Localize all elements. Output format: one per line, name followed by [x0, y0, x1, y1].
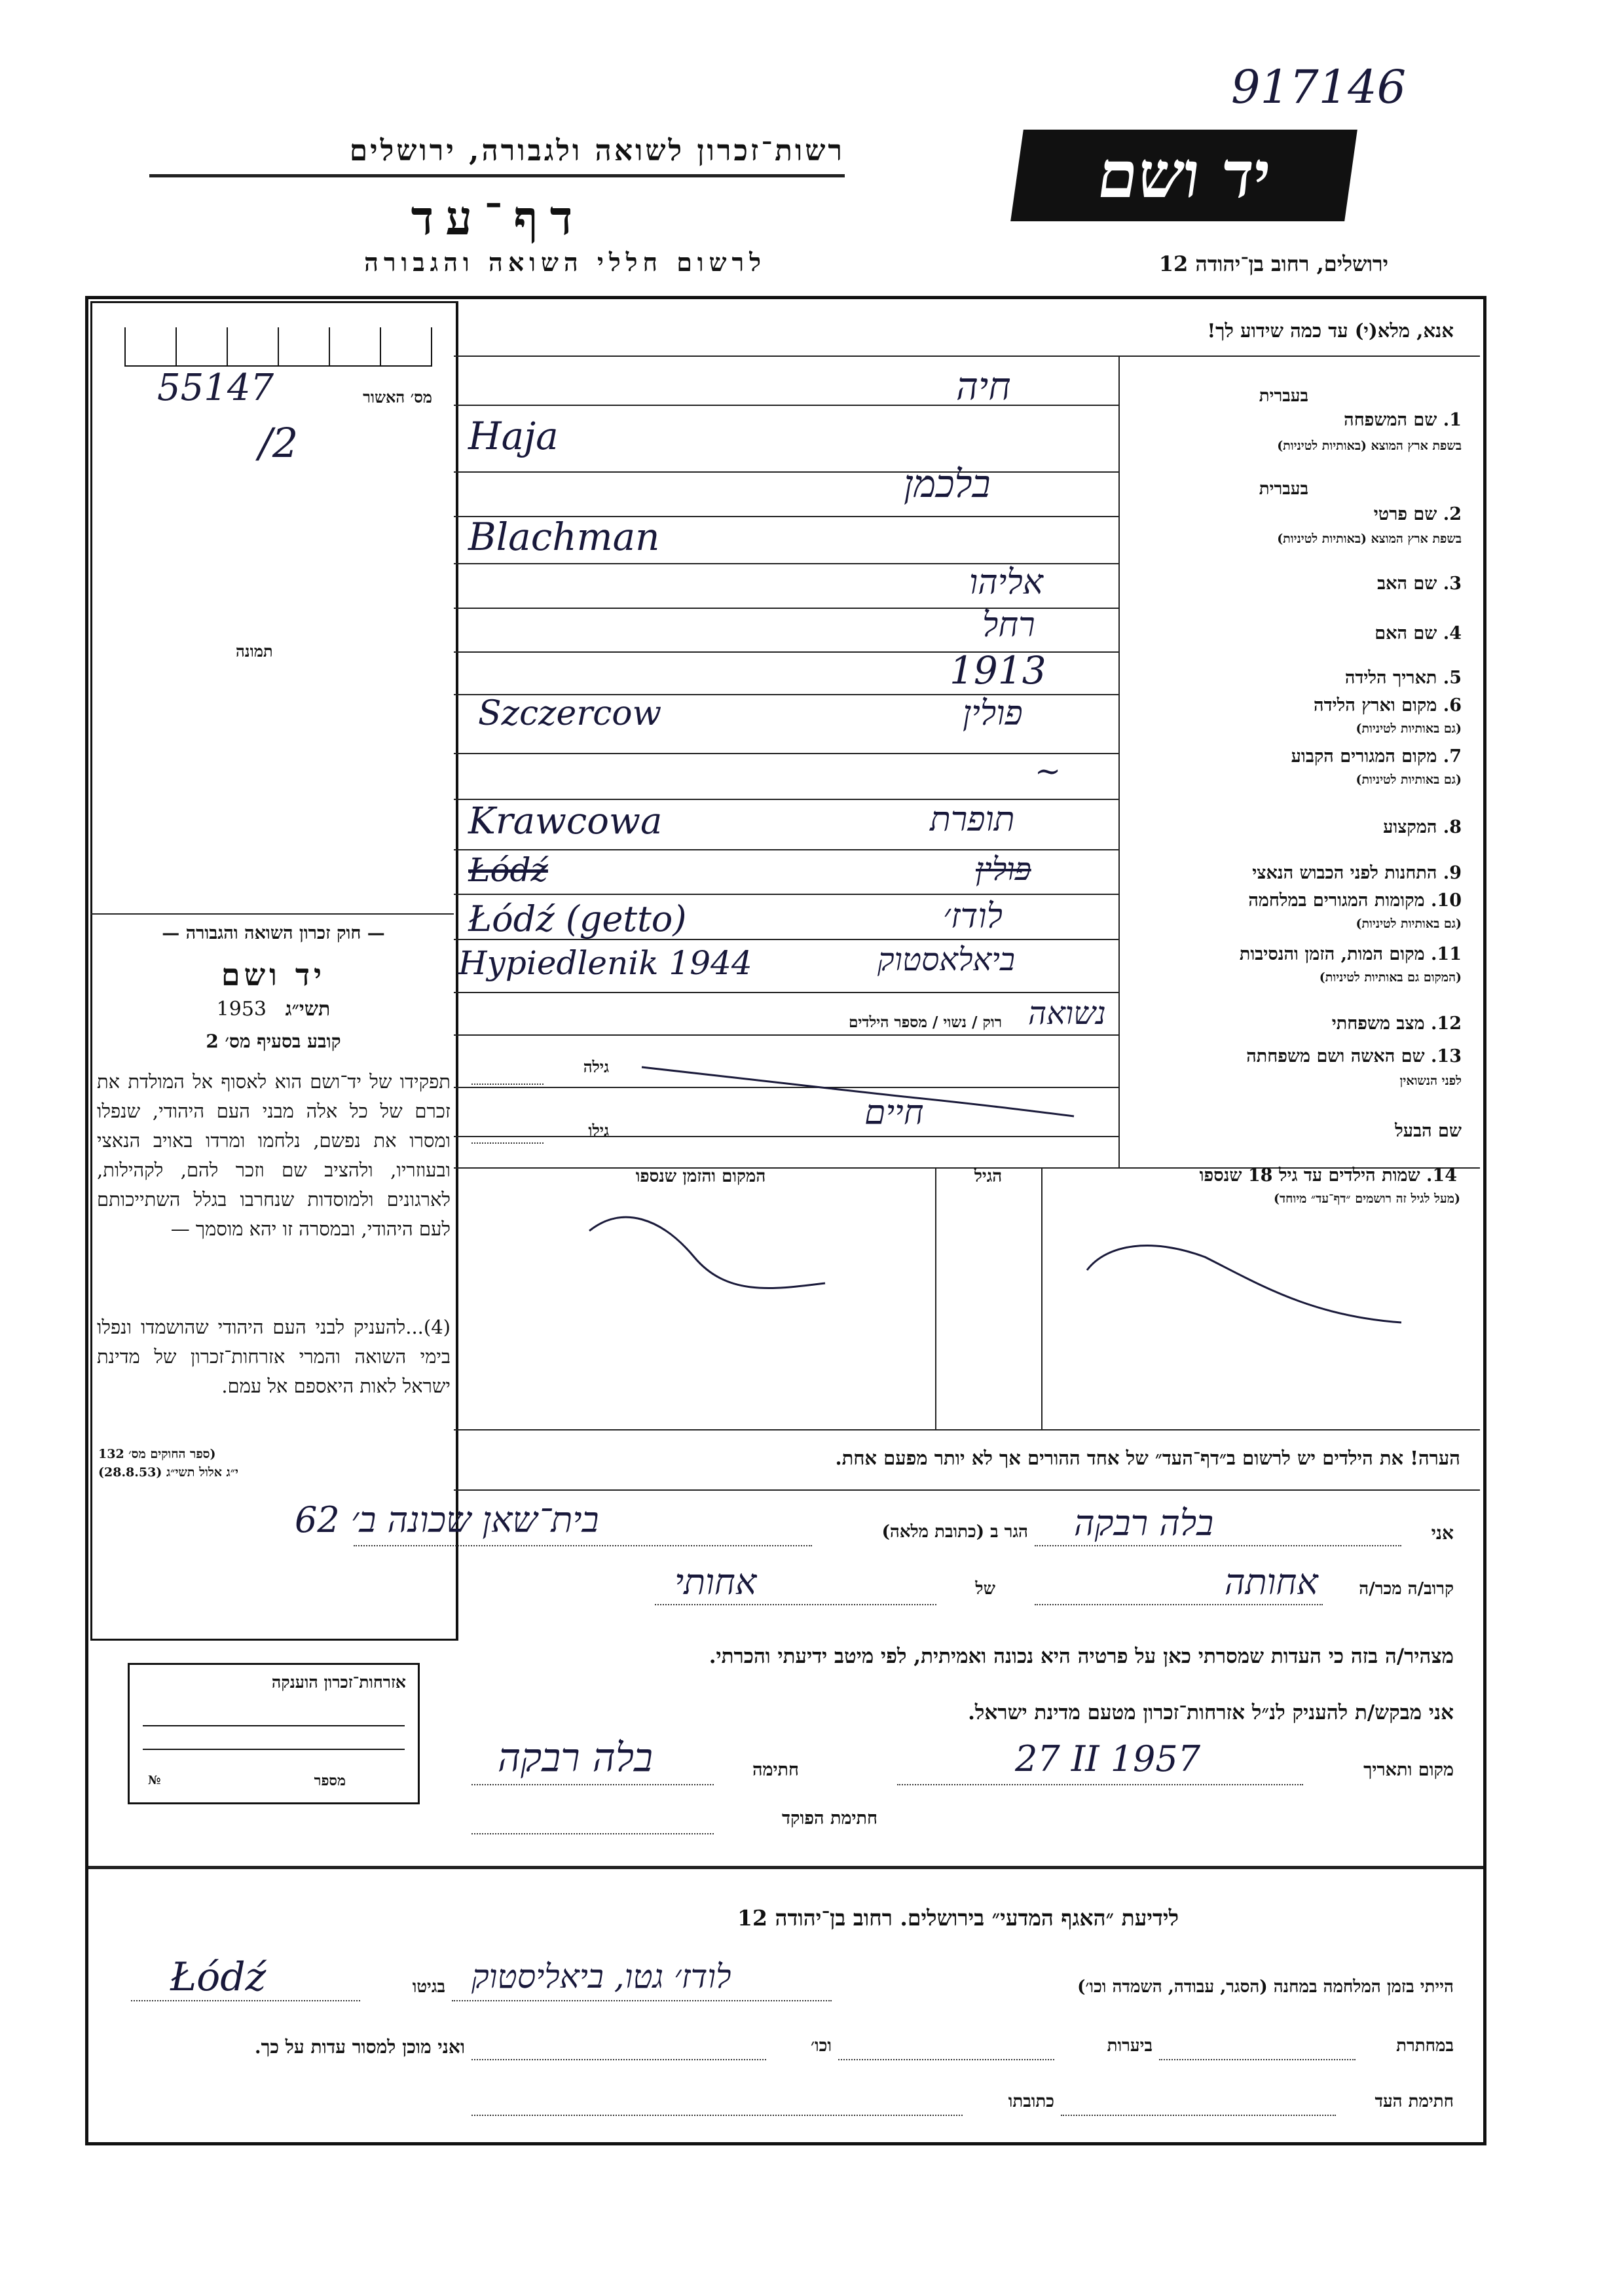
- row-rule: [454, 1034, 1118, 1036]
- law-year-hebrew: תשי״ג: [285, 998, 331, 1021]
- intro-rule: [454, 355, 1480, 357]
- of-label: של: [975, 1579, 995, 1599]
- footer-address-label: כתובתו: [1008, 2092, 1054, 2111]
- footer-rule: [88, 1866, 1483, 1869]
- law-year: 1953: [216, 998, 267, 1021]
- marital-options: רוק / נשוי / מספר הילדים: [849, 1013, 1002, 1031]
- authority-line: רשות־זכרון לשואה ולגבורה, ירושלים: [349, 134, 845, 168]
- signature-label: חתימה: [752, 1760, 799, 1780]
- declarant-i-label: אני: [1431, 1522, 1454, 1544]
- intro-text: אנא, מלא(י) עד כמה שידוע לך!: [1207, 319, 1454, 342]
- field-12-value: נשואה: [1028, 995, 1106, 1032]
- place-date-label: מקום ותאריך: [1363, 1760, 1454, 1780]
- declarant-name: בלה רבקה: [1074, 1503, 1214, 1544]
- declarant-address: בית־שאן שכונה ב׳ 62: [295, 1499, 599, 1540]
- husband-value: חיים: [864, 1093, 924, 1133]
- footer-ghetto-line: [131, 2000, 360, 2001]
- husband-age-label: גילו: [588, 1121, 609, 1140]
- law-note-1: (ספר החוקים מס׳ 132: [98, 1447, 216, 1461]
- field-13-scribble: [629, 1048, 1087, 1126]
- field-6-value: פולין: [963, 694, 1023, 733]
- field-1-sub: בשפת ארץ המוצא (באותיות לטיניות): [1277, 439, 1462, 453]
- field-6-label: 6. מקום וארץ הלידה: [1314, 695, 1462, 716]
- field-11-label: 11. מקום המות, הזמן והנסיבות: [1239, 944, 1462, 964]
- children-place-col: המקום והזמן שנספו: [635, 1167, 766, 1186]
- field-2-label: 2. שם פרטי: [1373, 504, 1462, 524]
- field-13-sub: לפני הנשואין: [1399, 1074, 1462, 1088]
- age-dotline: [471, 1142, 544, 1144]
- field-1-hebrew-value: חיה: [956, 364, 1011, 409]
- field-2-hebrew-value: בלכמן: [904, 462, 991, 506]
- field-3-label: 3. שם האב: [1377, 574, 1462, 594]
- field-11-value: ביאלאסטוק: [877, 941, 1016, 978]
- footer-underground-line: [1159, 2059, 1356, 2060]
- footer-ready-label: ואני מוכן למסור עדות על כך.: [254, 2036, 465, 2058]
- request-text: אני מבקש/ת להעניק לנ״ל אזרחות־זכרון מטעם מדינת ישראל.: [968, 1701, 1454, 1724]
- declaration-text: מצהיר/ה בזה כי העדות שמסרתי כאן על פרטיה היא נכונה ואמיתית, לפי מיטב ידיעתי והכרתי.: [709, 1645, 1454, 1668]
- law-text: תפקידו של יד־ושם הוא לאסוף אל המולדת את זכרם של כל אלה מבני העם היהודי, שנפלו ומסרו את נפשם, נלחמו ומרדו באויב הנאצי ובעוזריו, ולהציב שם וזכר להם, לקהילות, לארגונים ולמוסדות שנחרבו בגלל השתייכותם לעם היהודי, ובמסרה זו יהא מוסמך —: [97, 1070, 451, 1240]
- field-5-value: 1913: [950, 648, 1046, 693]
- field-2-latin-value: Blachman: [468, 515, 660, 559]
- law-title: — חוק זכרון השואה והגבורה —: [162, 923, 385, 943]
- row-rule: [454, 405, 1118, 406]
- field-4-value: רחל: [982, 606, 1035, 645]
- field-13-label: 13. שם האשה ושם משפחתה: [1246, 1046, 1462, 1066]
- row-rule: [454, 471, 1118, 473]
- note-rule: [454, 1489, 1480, 1491]
- footer-witness-sig-label: חתימת העד: [1375, 2092, 1454, 2111]
- law-year-row: [98, 998, 449, 1021]
- footer-etc-label: וכו׳: [810, 2036, 832, 2056]
- footer-witness-sig-line: [1061, 2115, 1336, 2116]
- field-8-latin-value: Krawcowa: [468, 800, 663, 843]
- children-note: הערה! את הילדים יש לרשום ב״דף־העד״ של אחד ההורים אך לא יותר מפעם אחת.: [835, 1447, 1460, 1469]
- children-sub: (מעל לגיל זה רושמים ״דף־עד״ מיוחד): [1273, 1192, 1460, 1206]
- of-line: [655, 1604, 936, 1605]
- place-date-line: [897, 1784, 1303, 1785]
- declarant-resides-label: הגר ב (כתובת מלאה): [881, 1522, 1028, 1542]
- footer-forest-line: [838, 2059, 1054, 2060]
- field-12-label: 12. מצב משפחתי: [1331, 1013, 1462, 1034]
- footer-ghetto-label: בגיטו: [412, 1977, 445, 1997]
- officer-label: חתימת הפוקד: [782, 1808, 877, 1829]
- wife-age-label: גילה: [583, 1057, 609, 1076]
- field-9-value: פולין: [976, 851, 1031, 888]
- row-rule: [454, 992, 1118, 993]
- declarant-address-line: [354, 1545, 812, 1546]
- field-4-label: 4. שם האם: [1375, 623, 1462, 644]
- approval-label: מס׳ האשור: [363, 388, 432, 407]
- field-8-value: תופרת: [930, 800, 1015, 839]
- relation-label: קרוב/ה מכר/ה: [1359, 1579, 1454, 1599]
- husband-label: שם הבעל: [1395, 1121, 1462, 1141]
- children-place-scribble: [576, 1205, 838, 1316]
- law-note-2: י״ג אלול תשי״ג (28.8.53): [98, 1465, 238, 1480]
- field-3-value: אליהו: [969, 563, 1043, 602]
- law-clause: קובע בסעיף מס׳ 2: [206, 1030, 341, 1052]
- footer-underground-label: במחתרת: [1396, 2036, 1454, 2056]
- children-name-scribble: [1074, 1231, 1414, 1329]
- declarant-name-line: [1035, 1545, 1401, 1546]
- children-table-bottom: [454, 1429, 1480, 1430]
- field-10-latin-value: Łódź (getto): [468, 898, 687, 939]
- field-10-label: 10. מקומות המגורים במלחמה: [1248, 890, 1462, 911]
- law-box-rule: [90, 913, 454, 915]
- field-7-value: ~: [1035, 753, 1061, 790]
- hebrew-label-1: בעברית: [1259, 386, 1308, 406]
- address: ירושלים, רחוב בן־יהודה 12: [1158, 251, 1388, 276]
- form-title: דף־עד: [411, 190, 585, 246]
- signature-line: [471, 1784, 714, 1785]
- footer-ghetto-value: Łódź: [170, 1954, 267, 2000]
- field-8-label: 8. המקצוע: [1383, 817, 1462, 837]
- footer-title: לידיעת ״האגף המדעי״ בירושלים. רחוב בן־יהודה 12: [737, 1905, 1179, 1931]
- footer-etc-line: [471, 2059, 766, 2060]
- archive-number: 917146: [1231, 60, 1407, 114]
- yad-vashem-logo: יד ושם: [1010, 130, 1357, 221]
- citizenship-no: №: [148, 1774, 161, 1787]
- law-name: יד ושם: [221, 957, 326, 993]
- label-column-divider: [1118, 355, 1120, 1167]
- place-date-value: 27 II 1957: [1015, 1738, 1201, 1779]
- field-5-label: 5. תאריך הלידה: [1344, 668, 1462, 688]
- field-10-value: לודז׳: [943, 897, 1003, 936]
- header-rule: [149, 174, 845, 177]
- form-subtitle: לרשום חללי השואה והגבורה: [364, 247, 766, 277]
- children-label: 14. שמות הילדים עד גיל 18 שנספו: [1199, 1165, 1457, 1186]
- field-9-label: 9. התחנות לפני הכבוש הנאצי: [1252, 863, 1462, 883]
- citizenship-number-label: מספר: [314, 1772, 346, 1789]
- row-rule: [454, 753, 1118, 754]
- photo-label: תמונה: [236, 642, 273, 661]
- citizenship-box: [128, 1663, 420, 1804]
- children-age-col: הגיל: [974, 1167, 1003, 1186]
- signature-value: בלה רבקה: [498, 1735, 653, 1781]
- of-value: אחותי: [674, 1561, 757, 1603]
- field-6-latin-value: Szczercow: [478, 694, 662, 733]
- field-7-label: 7. מקום המגורים הקבוע: [1291, 746, 1462, 767]
- field-1-label: 1. שם המשפחה: [1344, 410, 1462, 430]
- relation-value: אחותה: [1225, 1561, 1318, 1603]
- approval-suffix: /2: [259, 419, 299, 467]
- relation-line: [1035, 1604, 1323, 1605]
- field-9-latin-value: Łódź: [468, 851, 548, 889]
- hebrew-label-2: בעברית: [1259, 479, 1308, 499]
- field-6-sub: (גם באותיות לטיניות): [1356, 721, 1462, 736]
- footer-forest-label: ביערות: [1107, 2036, 1153, 2056]
- field-1-latin-value: Haja: [468, 414, 559, 458]
- children-col-divider: [1041, 1167, 1043, 1429]
- row-rule: [454, 849, 1118, 850]
- field-10-sub: (גם באותיות לטיניות): [1356, 917, 1462, 931]
- approval-value: 55147: [157, 367, 274, 409]
- law-text-2: (4)...להעניק לבני העם היהודי שהושמדו ונפלו בימי השואה והמרי אזרחות־זכרון של מדינת ישראל לאות היאספם אל עמם.: [97, 1316, 451, 1397]
- footer-camp-label: הייתי בזמן המלחמה במחנה (הסגר, עבודה, השמדה וכו׳): [1077, 1977, 1454, 1997]
- footer-camp-value: לודז׳ גטו, ביאליסטוק: [471, 1958, 731, 1995]
- citizenship-title: אזרחות־זכרון הוענקה: [271, 1673, 406, 1692]
- row-rule: [454, 894, 1118, 895]
- field-11-sub: (המקום גם באותיות לטיניות): [1319, 970, 1462, 985]
- footer-camp-line: [452, 2000, 832, 2001]
- footer-address-line: [471, 2115, 963, 2116]
- field-2-sub: בשפת ארץ המוצא (באותיות לטיניות): [1277, 532, 1462, 546]
- officer-line: [471, 1833, 714, 1834]
- age-dotline: [471, 1084, 544, 1085]
- field-7-sub: (גם באותיות לטיניות): [1356, 773, 1462, 787]
- approval-number-boxes: [124, 327, 432, 367]
- children-col-divider: [935, 1167, 936, 1429]
- field-11-latin-value: Hypiedlenik 1944: [458, 944, 752, 982]
